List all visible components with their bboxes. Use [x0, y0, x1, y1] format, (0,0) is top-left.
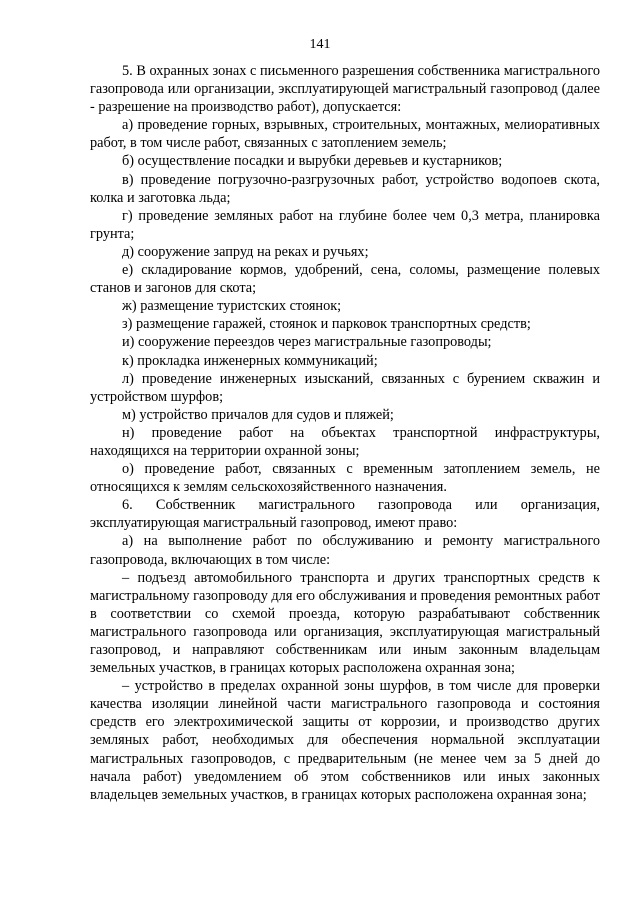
list-item-e: е) складирование кормов, удобрений, сена, соломы, размещение полевых станов и загонов для скота; [90, 262, 600, 297]
list-item-n: н) проведение работ на объектах транспортной инфраструктуры, находящихся на территории охранной зоны; [90, 424, 600, 459]
paragraph-5-intro: 5. В охранных зонах с письменного разрешения собственника магистрального газопровода или организации, эксплуатирующей магистральный газопровод (далее - разрешение на производство работ), допускается: [90, 63, 600, 116]
document-body [90, 62, 600, 804]
list-item-b: б) осуществление посадки и вырубки деревьев и кустарников; [122, 153, 503, 170]
page-number: 141 [309, 37, 331, 52]
paragraph-6-intro: 6. Собственник магистрального газопровода или организация, эксплуатирующая магистральный газопровод, имеют право: [90, 497, 600, 532]
list-item-i: и) сооружение переездов через магистральные газопроводы; [122, 334, 492, 351]
list-item-v: в) проведение погрузочно-разгрузочных работ, устройство водопоев скота, колка и заготовка льда; [90, 171, 600, 206]
dash-item-vehicle-access: – подъезд автомобильного транспорта и других транспортных средств к магистральному газопроводу для его обслуживания и проведения ремонтных работ в соответствии со схемой проезда, которую разрабатывают собственник магистрального газопровода или организация, эксплуатирующая магистральный газопровод, и направляют собственникам или иным законным владельцам земельных участков, в границах которых расположена охранная зона; [90, 569, 600, 677]
list-item-l: л) проведение инженерных изысканий, связанных с бурением скважин и устройством шурфов; [90, 370, 600, 405]
paragraph-6-item-a: а) на выполнение работ по обслуживанию и ремонту магистрального газопровода, включающих в том числе: [90, 533, 600, 568]
list-item-zh: ж) размещение туристских стоянок; [122, 298, 342, 315]
list-item-a: а) проведение горных, взрывных, строительных, монтажных, мелиоративных работ, в том числе работ, связанных с затоплением земель; [90, 117, 600, 152]
list-item-o: о) проведение работ, связанных с временным затоплением земель, не относящихся к землям сельскохозяйственного назначения. [90, 461, 600, 496]
list-item-m: м) устройство причалов для судов и пляжей; [122, 406, 394, 423]
list-item-d: д) сооружение запруд на реках и ручьях; [122, 243, 369, 260]
list-item-z: з) размещение гаражей, стоянок и парковок транспортных средств; [122, 316, 531, 333]
list-item-g: г) проведение земляных работ на глубине более чем 0,3 метра, планировка грунта; [90, 207, 600, 242]
list-item-k: к) прокладка инженерных коммуникаций; [122, 352, 378, 369]
dash-item-pit-construction: – устройство в пределах охранной зоны шурфов, в том числе для проверки качества изоляции линейной части магистрального газопровода и состояния средств его электрохимической защиты от коррозии, и производство других земляных работ, необходимых для обеспечения нормальной эксплуатации магистральных газопроводов, с предварительным (не менее чем за 5 дней до начала работ) уведомлением об этом собственников или иных законных владельцев земельных участков, в границах которых расположена охранная зона; [90, 678, 600, 803]
